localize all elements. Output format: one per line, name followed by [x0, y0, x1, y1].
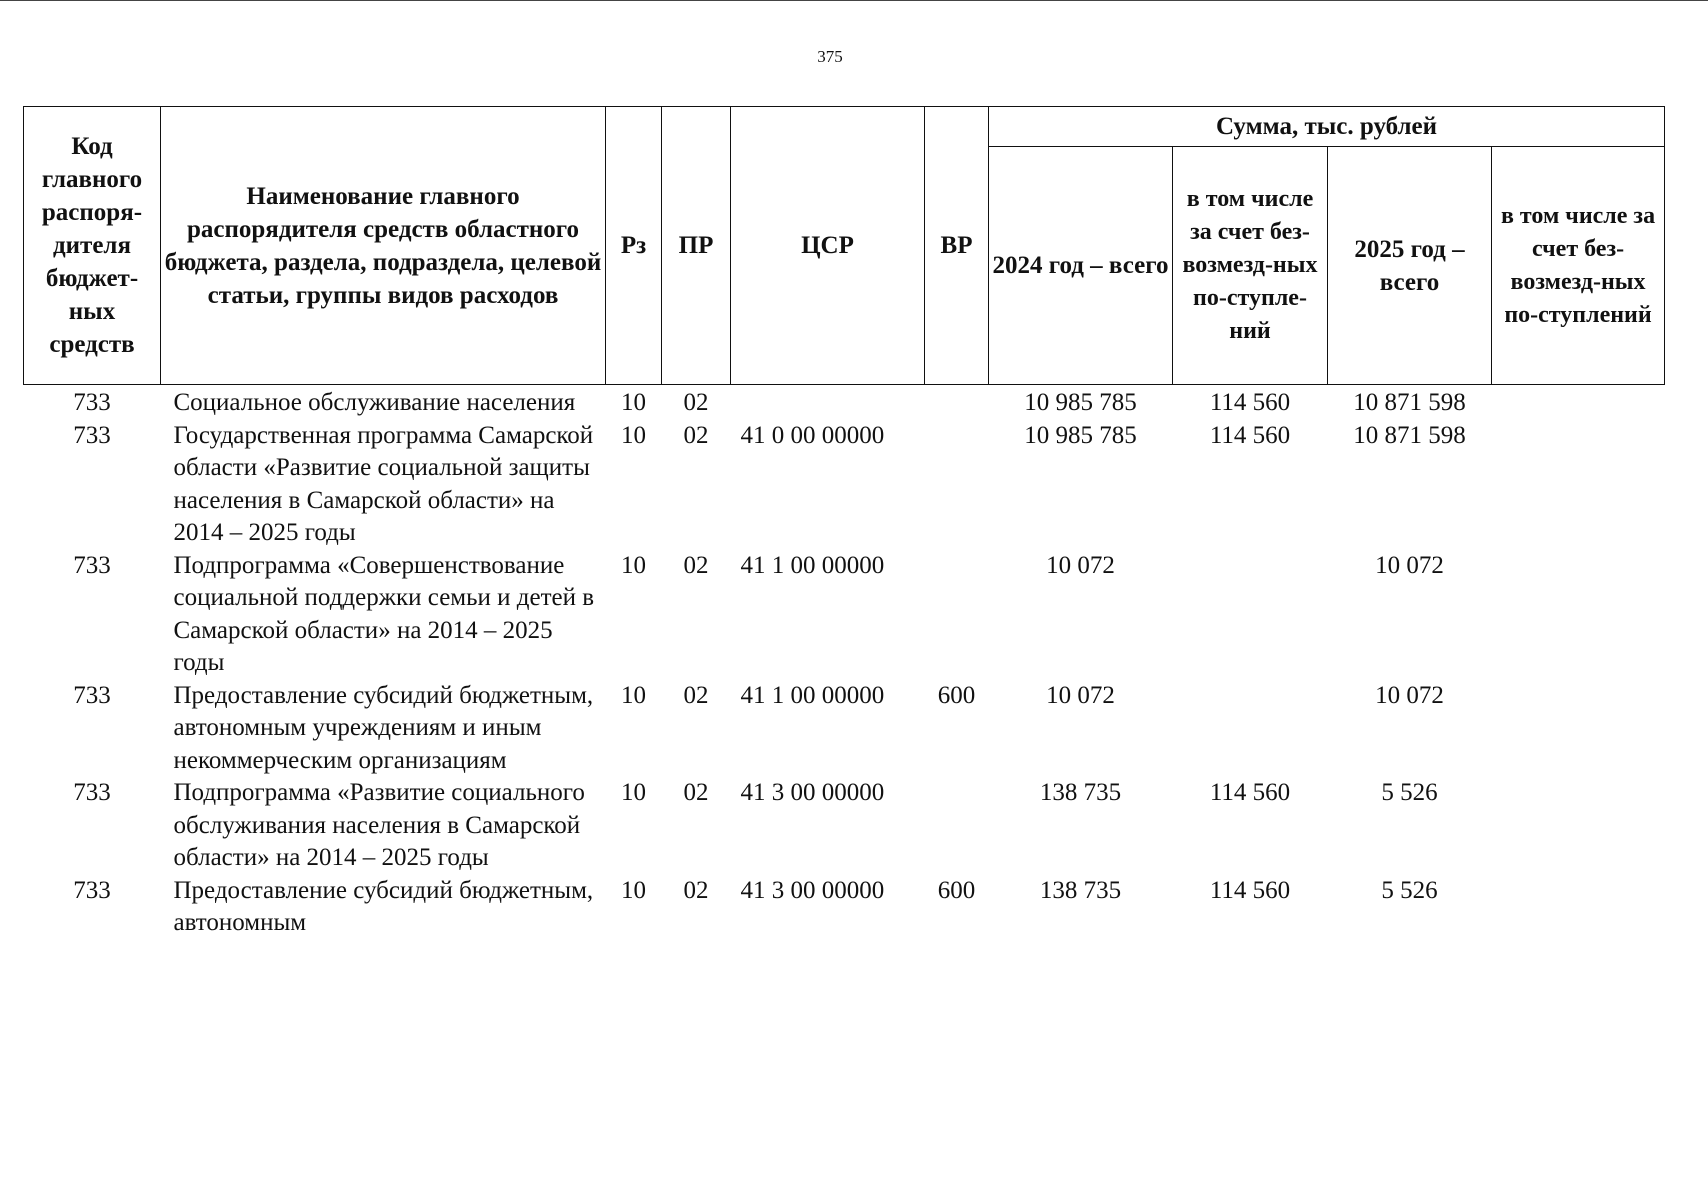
cell-2025-total: 10 072: [1375, 681, 1444, 709]
cell-rz: 10: [621, 681, 646, 709]
cell-vr: 600: [937, 681, 976, 709]
cell-code: 733: [73, 876, 111, 904]
header-2024-total: 2024 год – всего: [989, 147, 1173, 385]
table-row: [24, 550, 1665, 680]
cell-pr: 02: [683, 421, 709, 449]
cell-code: 733: [73, 551, 111, 579]
cell-name: Государственная программа Самарской области «Развитие социальной защиты населения в Самарской области» на 2014 – 2025 годы: [173, 421, 594, 546]
cell-name: Предоставление субсидий бюджетным, автономным: [173, 876, 594, 936]
cell-2025-grants: [1492, 777, 1665, 875]
cell-2025-grants: [1492, 420, 1665, 550]
cell-csr: 41 1 00 00000: [740, 551, 885, 579]
cell-2024-grants: 114 560: [1209, 421, 1291, 449]
cell-rz: 10: [621, 389, 646, 416]
scan-edge-line: [0, 0, 1708, 2]
cell-2024-total: 10 072: [1046, 681, 1115, 709]
header-rz: Рз: [606, 107, 662, 385]
cell-pr: 02: [683, 551, 709, 579]
cell-2024-grants: 114 560: [1209, 389, 1291, 416]
cell-2024-grants: [1173, 550, 1328, 680]
cell-csr: 41 3 00 00000: [740, 876, 885, 904]
cell-2024-grants: 114 560: [1209, 876, 1291, 904]
cell-csr: 41 1 00 00000: [740, 681, 885, 709]
cell-rz: 10: [621, 876, 646, 904]
cell-2025-total: 10 871 598: [1353, 389, 1466, 416]
cell-2024-total: 138 735: [1039, 779, 1122, 806]
cell-code: 733: [73, 681, 111, 709]
cell-2024-total: 10 985 785: [1024, 421, 1137, 449]
cell-vr: [925, 777, 989, 875]
cell-2024-grants: 114 560: [1209, 779, 1291, 806]
cell-csr: 41 3 00 00000: [740, 779, 885, 806]
cell-csr: 41 0 00 00000: [740, 421, 885, 449]
cell-2025-grants: [1492, 550, 1665, 680]
cell-2025-total: 10 072: [1375, 551, 1444, 579]
cell-rz: 10: [621, 779, 646, 806]
cell-pr: 02: [683, 681, 709, 709]
cell-name: Подпрограмма «Развитие социального обслуживания населения в Самарской области» на 2014 – 2025 годы: [173, 779, 585, 871]
cell-pr: 02: [683, 779, 709, 806]
cell-name: Предоставление субсидий бюджетным, автономным учреждениям и иным некоммерческим организациям: [173, 681, 594, 774]
header-code: Код главного распоря-дителя бюджет-ных средств: [24, 107, 161, 385]
cell-pr: 02: [683, 389, 709, 416]
cell-2025-total: 5 526: [1381, 876, 1438, 904]
cell-2025-grants: [1492, 385, 1665, 420]
cell-code: 733: [73, 779, 111, 806]
cell-pr: 02: [683, 876, 709, 904]
cell-2024-total: 10 985 785: [1024, 389, 1137, 416]
header-name: Наименование главного распорядителя средств областного бюджета, раздела, подраздела, целевой статьи, группы видов расходов: [161, 107, 606, 385]
cell-name: Социальное обслуживание населения: [173, 389, 576, 416]
cell-2025-total: 5 526: [1381, 779, 1438, 806]
cell-code: 733: [73, 421, 111, 449]
cell-2025-total: 10 871 598: [1353, 421, 1466, 449]
table-row: [24, 875, 1665, 940]
cell-2025-grants: [1492, 875, 1665, 940]
header-2025-grants: в том числе за счет без-возмезд-ных по-ступлений: [1492, 147, 1665, 385]
header-csr: ЦСР: [731, 107, 925, 385]
table-row: [24, 385, 1665, 420]
header-sum: Сумма, тыс. рублей: [989, 107, 1665, 147]
cell-2025-grants: [1492, 680, 1665, 778]
table-row: [24, 680, 1665, 778]
page-number: 375: [817, 47, 843, 66]
cell-rz: 10: [621, 551, 646, 579]
cell-rz: 10: [621, 421, 646, 449]
header-pr: ПР: [662, 107, 731, 385]
table-row: [24, 777, 1665, 875]
cell-vr: [925, 385, 989, 420]
cell-2024-total: 138 735: [1039, 876, 1122, 904]
cell-2024-total: 10 072: [1046, 551, 1115, 579]
header-2024-grants: в том числе за счет без-возмезд-ных по-ступле-ний: [1173, 147, 1328, 385]
table-row: [24, 420, 1665, 550]
cell-csr: [731, 385, 925, 420]
cell-2024-grants: [1173, 680, 1328, 778]
cell-vr: [925, 550, 989, 680]
budget-table: [23, 106, 1665, 940]
header-vr: ВР: [925, 107, 989, 385]
cell-vr: [925, 420, 989, 550]
cell-code: 733: [73, 389, 111, 416]
cell-vr: 600: [937, 876, 976, 904]
cell-name: Подпрограмма «Совершенствование социальной поддержки семьи и детей в Самарской области» на 2014 – 2025 годы: [173, 551, 595, 676]
header-2025-total: 2025 год – всего: [1328, 147, 1492, 385]
